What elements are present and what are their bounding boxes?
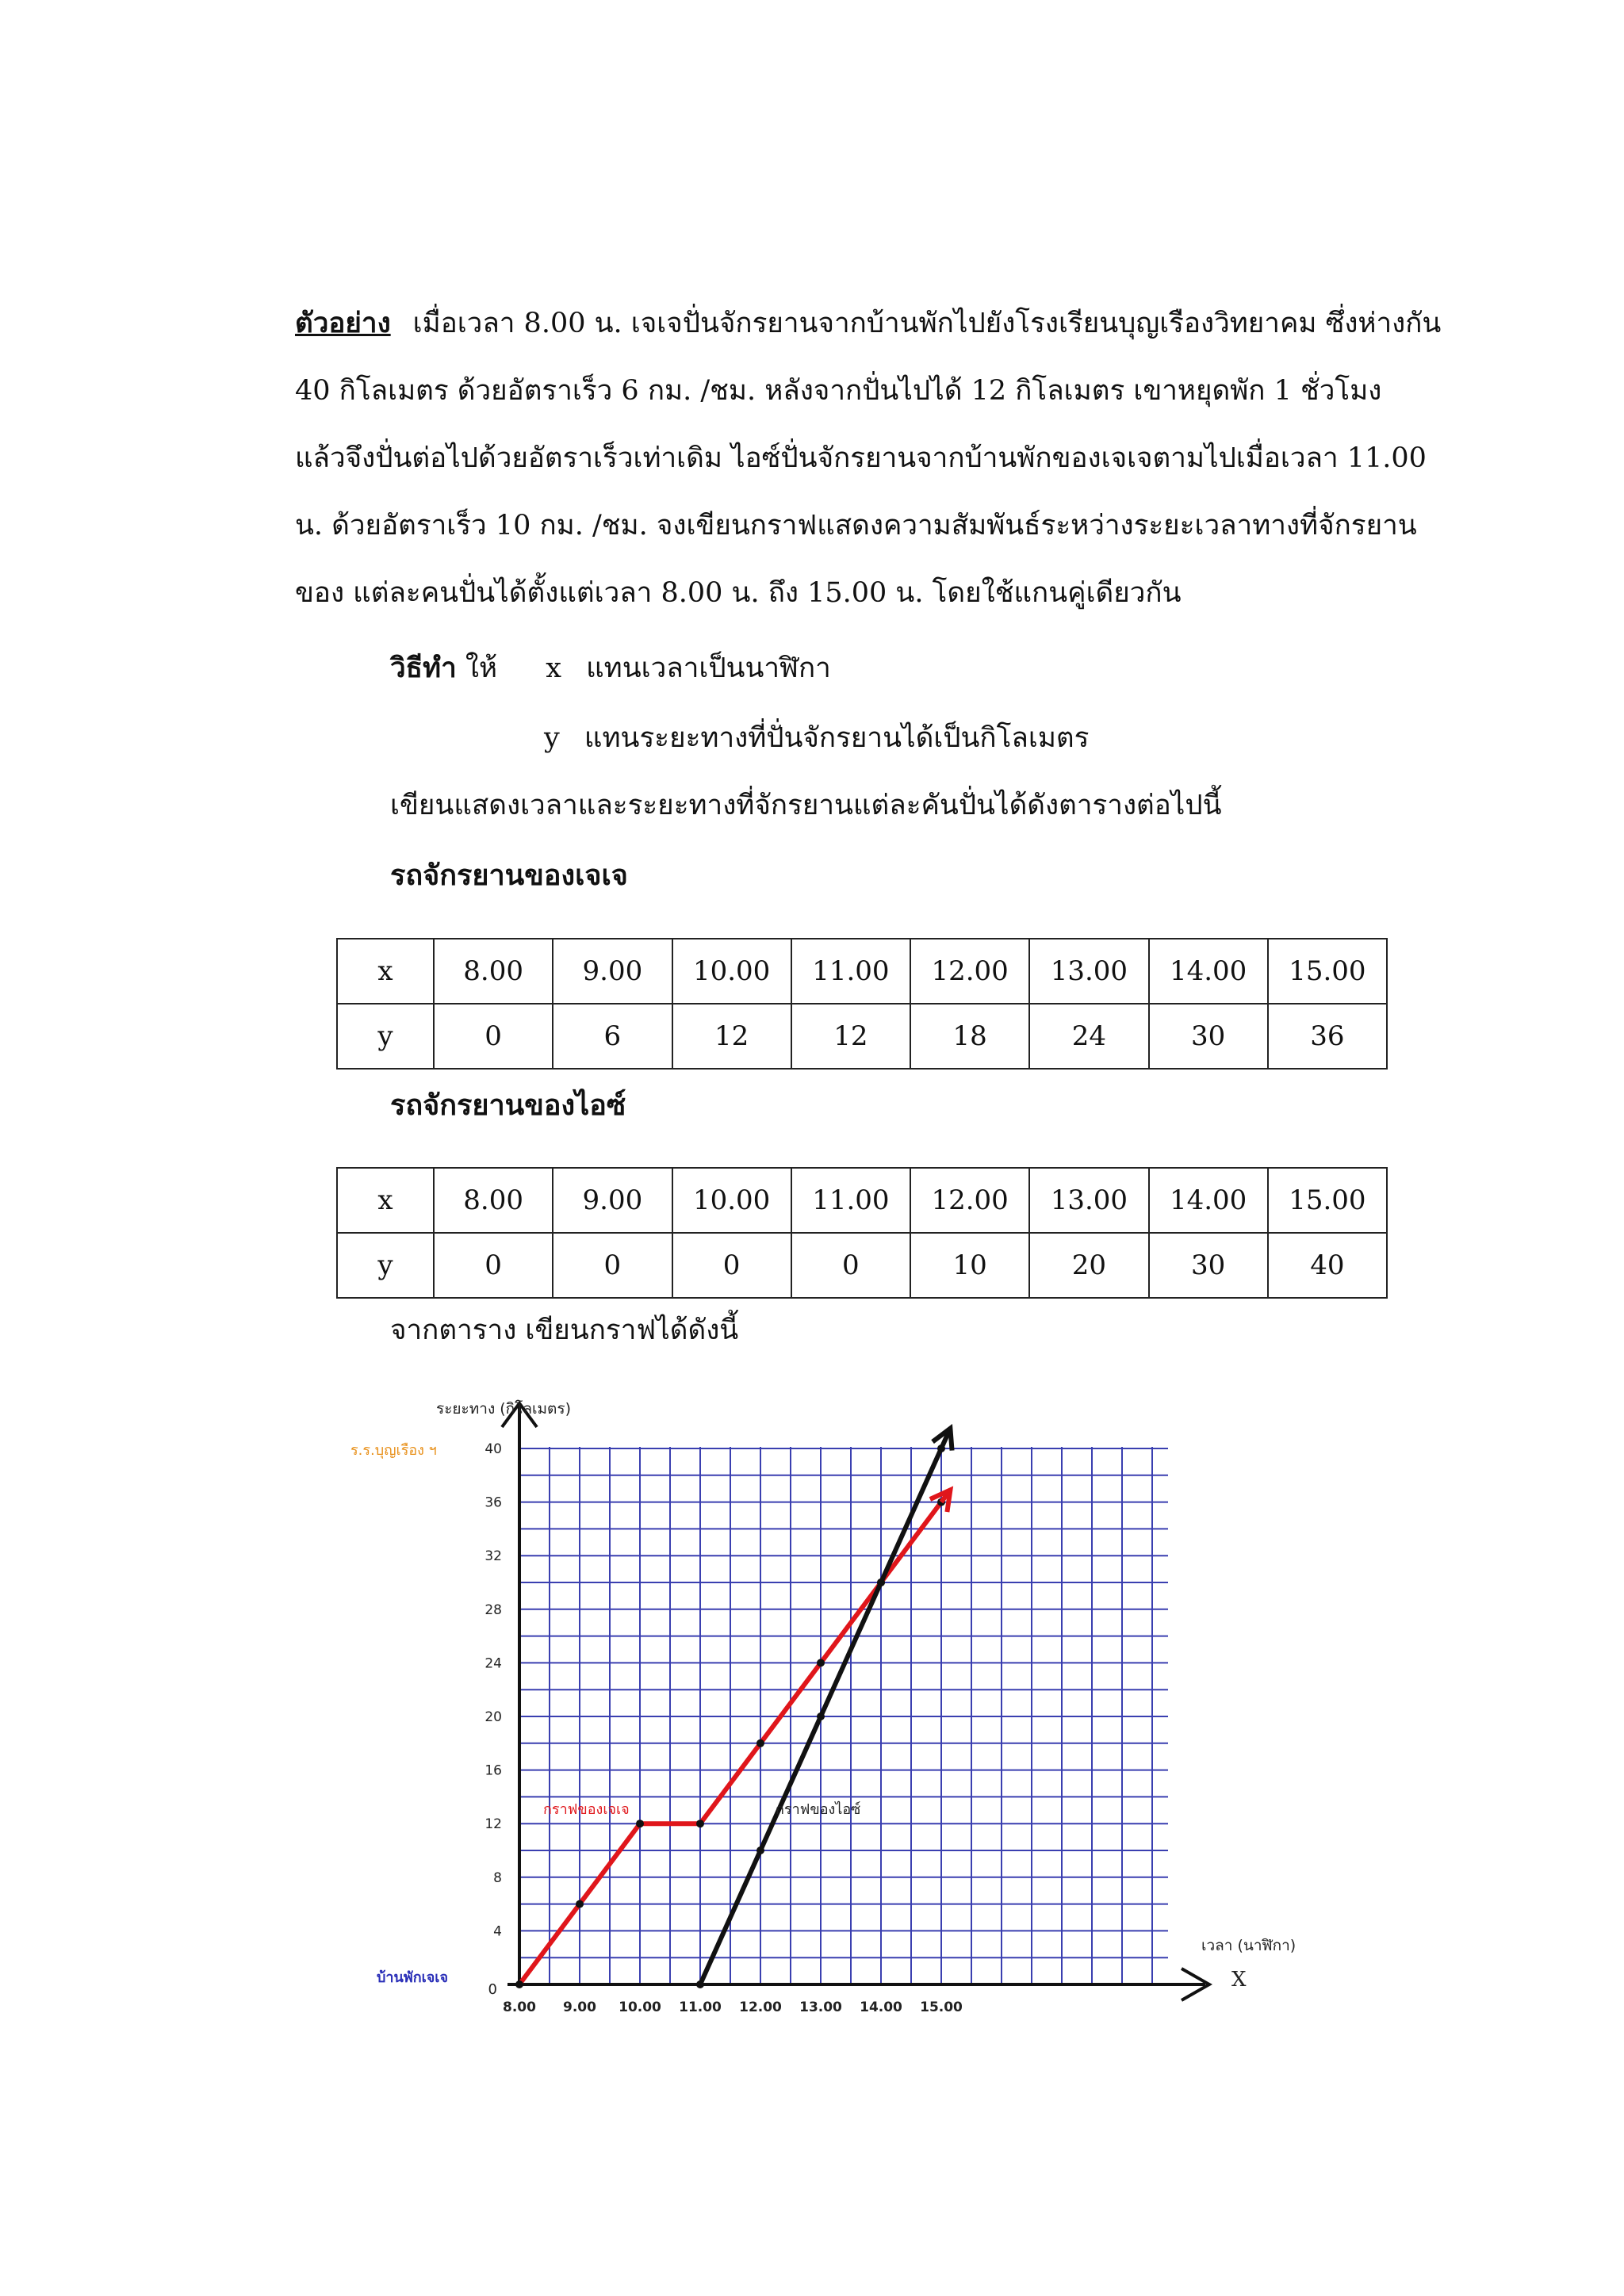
series-jj-label: กราฟของเจเจ (543, 1801, 630, 1819)
y-tick-label: 40 (485, 1441, 502, 1457)
example-line-5: ของ แต่ละคนปั่นได้ตั้งแต่เวลา 8.00 น. ถึง 15.00 น. โดยใช้แกนคู่เดียวกัน (295, 577, 1182, 609)
x-tick-label: 13.00 (799, 1999, 842, 2015)
table-row (337, 1233, 1387, 1298)
table-cell: 24 (1029, 1004, 1148, 1069)
y-tick-label: 32 (485, 1548, 502, 1565)
data-point (515, 1980, 523, 1988)
data-point (756, 1739, 764, 1747)
data-point (877, 1578, 885, 1586)
method-let: ให้ (465, 652, 498, 684)
y-axis-label: ระยะทาง (กิโลเมตร) (436, 1400, 571, 1418)
table-cell: 6 (553, 1004, 672, 1069)
table-cell: 13.00 (1029, 939, 1148, 1004)
table-intro: เขียนแสดงเวลาและระยะทางที่จักรยานแต่ละคันปั่นได้ดังตารางต่อไปนี้ (390, 790, 1222, 821)
method-label: วิธีทำ (390, 652, 457, 684)
table-cell: 14.00 (1149, 1168, 1268, 1233)
table-cell: 13.00 (1029, 1168, 1148, 1233)
x-tick-label: 8.00 (503, 1999, 536, 2015)
table-row (337, 939, 1387, 1004)
table-cell: 0 (791, 1233, 910, 1298)
table-cell: 0 (672, 1233, 791, 1298)
table-cell: 11.00 (791, 1168, 910, 1233)
data-point (696, 1980, 704, 1988)
y-tick-label: 36 (485, 1494, 502, 1511)
table-cell: 15.00 (1268, 939, 1387, 1004)
table-cell: 40 (1268, 1233, 1387, 1298)
home-label: บ้านพักเจเจ (377, 1969, 448, 1986)
y-tick-label: 16 (485, 1762, 502, 1779)
table-row (337, 1004, 1387, 1069)
example-paragraph (295, 289, 1442, 627)
x-tick-label: 10.00 (619, 1999, 661, 2015)
table-cell: 12 (672, 1004, 791, 1069)
table-cell: 9.00 (553, 939, 672, 1004)
table-cell: y (337, 1233, 434, 1298)
x-axis-label: เวลา (นาฬิกา) (1201, 1937, 1297, 1954)
table-cell: 12 (791, 1004, 910, 1069)
x-tick-label: 9.00 (563, 1999, 596, 2015)
example-line-4: น. ด้วยอัตราเร็ว 10 กม. /ชม. จงเขียนกราฟแสดงความสัมพันธ์ระหว่างระยะเวลาทางที่จักรยาน (295, 510, 1417, 541)
data-point (636, 1820, 644, 1827)
x-desc: แทนเวลาเป็นนาฬิกา (586, 652, 831, 684)
table-cell: 20 (1029, 1233, 1148, 1298)
table-cell: 10.00 (672, 1168, 791, 1233)
y-desc: แทนระยะทางที่ปั่นจักรยานได้เป็นกิโลเมตร (584, 722, 1090, 754)
data-point (756, 1846, 764, 1854)
y-tick-label: 4 (493, 1923, 502, 1940)
y-tick-label: 28 (485, 1601, 502, 1618)
table-cell: 10 (910, 1233, 1029, 1298)
y-tick-label: 12 (485, 1816, 502, 1833)
x-var: x (546, 652, 561, 684)
graph-intro: จากตาราง เขียนกราฟได้ดังนี้ (390, 1314, 739, 1346)
x-tick-label: 15.00 (920, 1999, 963, 2015)
table-cell: 30 (1149, 1004, 1268, 1069)
data-point (817, 1659, 825, 1667)
x-tick-label: 14.00 (860, 1999, 902, 2015)
data-point (696, 1820, 704, 1827)
distance-time-chart (349, 1383, 1300, 2018)
table-cell: 12.00 (910, 939, 1029, 1004)
table-cell: 0 (553, 1233, 672, 1298)
table-cell: 30 (1149, 1233, 1268, 1298)
x-axis-letter: X (1231, 1968, 1247, 1992)
example-label: ตัวอย่าง (295, 307, 391, 339)
table-cell: x (337, 939, 434, 1004)
y-tick-label: 8 (493, 1869, 502, 1886)
y-var: y (544, 722, 560, 754)
x-tick-label: 11.00 (679, 1999, 722, 2015)
data-point (817, 1712, 825, 1720)
table-cell: 11.00 (791, 939, 910, 1004)
table-cell: 12.00 (910, 1168, 1029, 1233)
table-jj (336, 938, 1388, 1070)
table-cell: 15.00 (1268, 1168, 1387, 1233)
table-cell: x (337, 1168, 434, 1233)
example-line-1-text: เมื่อเวลา 8.00 น. เจเจปั่นจักรยานจากบ้านพักไปยังโรงเรียนบุญเรืองวิทยาคม ซึ่งห่างกัน (412, 308, 1442, 339)
origin-label: 0 (488, 1981, 497, 1998)
school-label: ร.ร.บุญเรือง ฯ (350, 1442, 437, 1459)
example-line-2: 40 กิโลเมตร ด้วยอัตราเร็ว 6 กม. /ชม. หลังจากปั่นไปได้ 12 กิโลเมตร เขาหยุดพัก 1 ชั่วโมง (295, 375, 1382, 407)
method-line-x (390, 646, 831, 690)
table-cell: 8.00 (434, 1168, 553, 1233)
table-cell: 8.00 (434, 939, 553, 1004)
table-cell: 9.00 (553, 1168, 672, 1233)
table-ice (336, 1167, 1388, 1299)
series-ice-label: กราฟของไอซ์ (776, 1801, 861, 1819)
table-row (337, 1168, 1387, 1233)
table-cell: 36 (1268, 1004, 1387, 1069)
y-tick-label: 20 (485, 1709, 502, 1725)
x-tick-label: 12.00 (739, 1999, 782, 2015)
table-cell: 0 (434, 1233, 553, 1298)
table-cell: 18 (910, 1004, 1029, 1069)
method-line-y (544, 716, 1089, 760)
data-point (576, 1900, 584, 1908)
example-line-1 (295, 289, 1442, 358)
table-cell: 10.00 (672, 939, 791, 1004)
table-1-title: รถจักรยานของเจเจ (390, 859, 628, 892)
table-cell: y (337, 1004, 434, 1069)
table-2-title: รถจักรยานของไอซ์ (390, 1089, 626, 1122)
table-cell: 14.00 (1149, 939, 1268, 1004)
example-line-3: แล้วจึงปั่นต่อไปด้วยอัตราเร็วเท่าเดิม ไอซ์ปั่นจักรยานจากบ้านพักของเจเจตามไปเมื่อเวลา 11.00 (295, 442, 1427, 474)
table-cell: 0 (434, 1004, 553, 1069)
y-tick-label: 24 (485, 1655, 502, 1672)
